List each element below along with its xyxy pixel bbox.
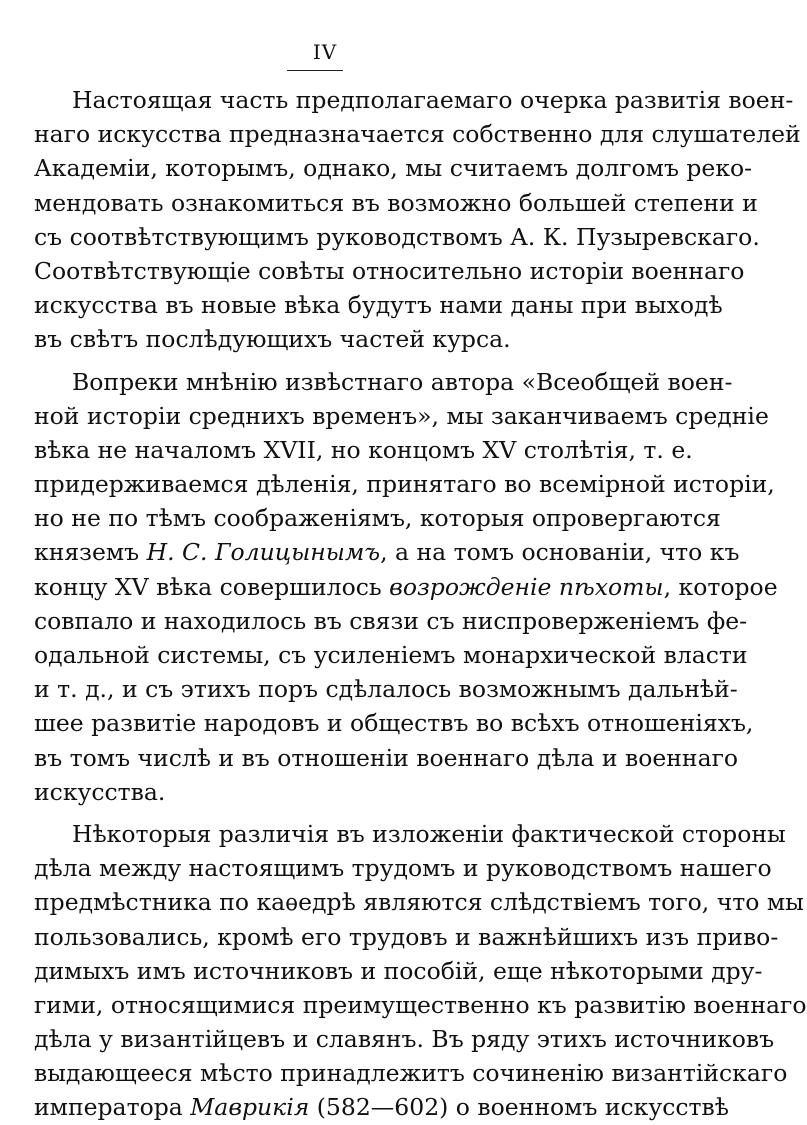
text-segment: и т. д., и съ этихъ поръ сдѣлалось возможнымъ дальнѣй- [34, 675, 738, 704]
text-segment: выдающееся мѣсто принадлежитъ сочиненію византійскаго [34, 1059, 788, 1088]
text-line [34, 988, 807, 1022]
text-line [34, 1022, 775, 1056]
paragraph [34, 365, 778, 809]
text-segment: съ соотвѣтствующимъ руководствомъ А. К. Пузыревскаго. [34, 222, 760, 251]
text-line [34, 83, 794, 117]
text-segment: Соотвѣтствующіе совѣты относительно исторіи военнаго [34, 256, 745, 285]
text-line [34, 706, 754, 740]
text-segment: наго искусства предназначается собственно для слушателей [34, 120, 801, 149]
text-segment: искусства. [34, 777, 166, 806]
italic-name: Н. С. Голицынымъ [146, 538, 381, 567]
text-segment: предмѣстника по каѳедрѣ являются слѣдствіемъ того, что мы [34, 888, 804, 917]
text-line [34, 186, 758, 220]
text-line [34, 151, 753, 185]
page-number: IV [312, 40, 338, 64]
text-segment: въ томъ числѣ и въ отношеніи военнаго дѣла и военнаго [34, 743, 739, 772]
text-line [34, 604, 748, 638]
text-line [34, 117, 801, 151]
text-line [34, 1056, 788, 1090]
text-line [34, 817, 786, 851]
text-segment: ной исторіи среднихъ временъ», мы заканчиваемъ средніе [34, 401, 769, 430]
paragraph [34, 817, 807, 1125]
text-line [34, 399, 769, 433]
text-segment: (582—602) о военномъ искусствѣ [309, 1093, 729, 1122]
text-line [34, 467, 775, 501]
text-segment: Настоящая часть предполагаемаго очерка развитія воен- [72, 86, 794, 114]
text-segment: дѣла между настоящимъ трудомъ и руководствомъ нашего [34, 854, 772, 883]
text-segment: вѣка не началомъ XVII, но концомъ XV столѣтія, т. е. [34, 435, 693, 464]
text-line [34, 672, 738, 706]
text-segment: искусства въ новые вѣка будутъ нами даны при выходѣ [34, 291, 723, 320]
text-line [34, 954, 763, 988]
paragraph [34, 83, 801, 357]
text-segment: дѣла у византійцевъ и славянъ. Въ ряду этихъ источниковъ [34, 1025, 775, 1054]
text-segment: Нѣкоторыя различія въ изложеніи фактической стороны [72, 819, 786, 848]
text-line [34, 570, 778, 604]
text-segment: совпало и находилось въ связи съ ниспроверженіемъ фе- [34, 606, 748, 635]
text-segment: мендовать ознакомиться въ возможно большей степени и [34, 188, 758, 217]
italic-name: возрожденіе пѣхоты [389, 572, 664, 601]
text-segment: княземъ [34, 538, 147, 567]
text-line [34, 322, 614, 356]
text-line [34, 775, 614, 809]
text-line [34, 1090, 729, 1124]
text-segment: , которое [663, 572, 778, 601]
text-segment: димыхъ имъ источниковъ и пособій, еще нѣкоторыми дру- [34, 956, 763, 985]
text-segment: въ свѣтъ послѣдующихъ частей курса. [34, 325, 511, 354]
text-segment: шее развитіе народовъ и обществъ во всѣхъ отношеніяхъ, [34, 709, 754, 738]
text-line [34, 920, 779, 954]
text-line [34, 433, 693, 467]
text-line [34, 885, 804, 919]
text-line [34, 535, 740, 569]
text-segment: одальной системы, съ усиленіемъ монархической власти [34, 641, 748, 669]
text-segment: , а на томъ основаніи, что къ [380, 538, 740, 567]
text-segment: Академіи, которымъ, однако, мы считаемъ долгомъ реко- [34, 154, 753, 183]
text-line [34, 638, 748, 672]
text-segment: гими, относящимися преимущественно къ развитію военнаго [34, 990, 807, 1019]
text-segment: но не по тѣмъ соображеніямъ, которыя опровергаются [34, 504, 721, 533]
text-line [34, 365, 733, 399]
text-segment: императора [34, 1093, 191, 1122]
text-segment: пользовались, кромѣ его трудовъ и важнѣйшихъ изъ приво- [34, 922, 779, 951]
text-line [34, 254, 745, 288]
text-line [34, 220, 760, 254]
text-line [34, 741, 739, 775]
body-text [34, 83, 807, 1125]
header-rule [287, 70, 343, 71]
text-line [34, 501, 721, 535]
text-segment: придерживаемся дѣленія, принятаго во всемірной исторіи, [34, 470, 775, 499]
italic-name: Маврикія [190, 1093, 310, 1122]
text-segment: Вопреки мнѣнію извѣстнаго автора «Всеобщей воен- [72, 367, 733, 396]
text-line [34, 851, 772, 885]
text-segment: концу XV вѣка совершилось [34, 572, 390, 601]
text-line [34, 288, 723, 322]
